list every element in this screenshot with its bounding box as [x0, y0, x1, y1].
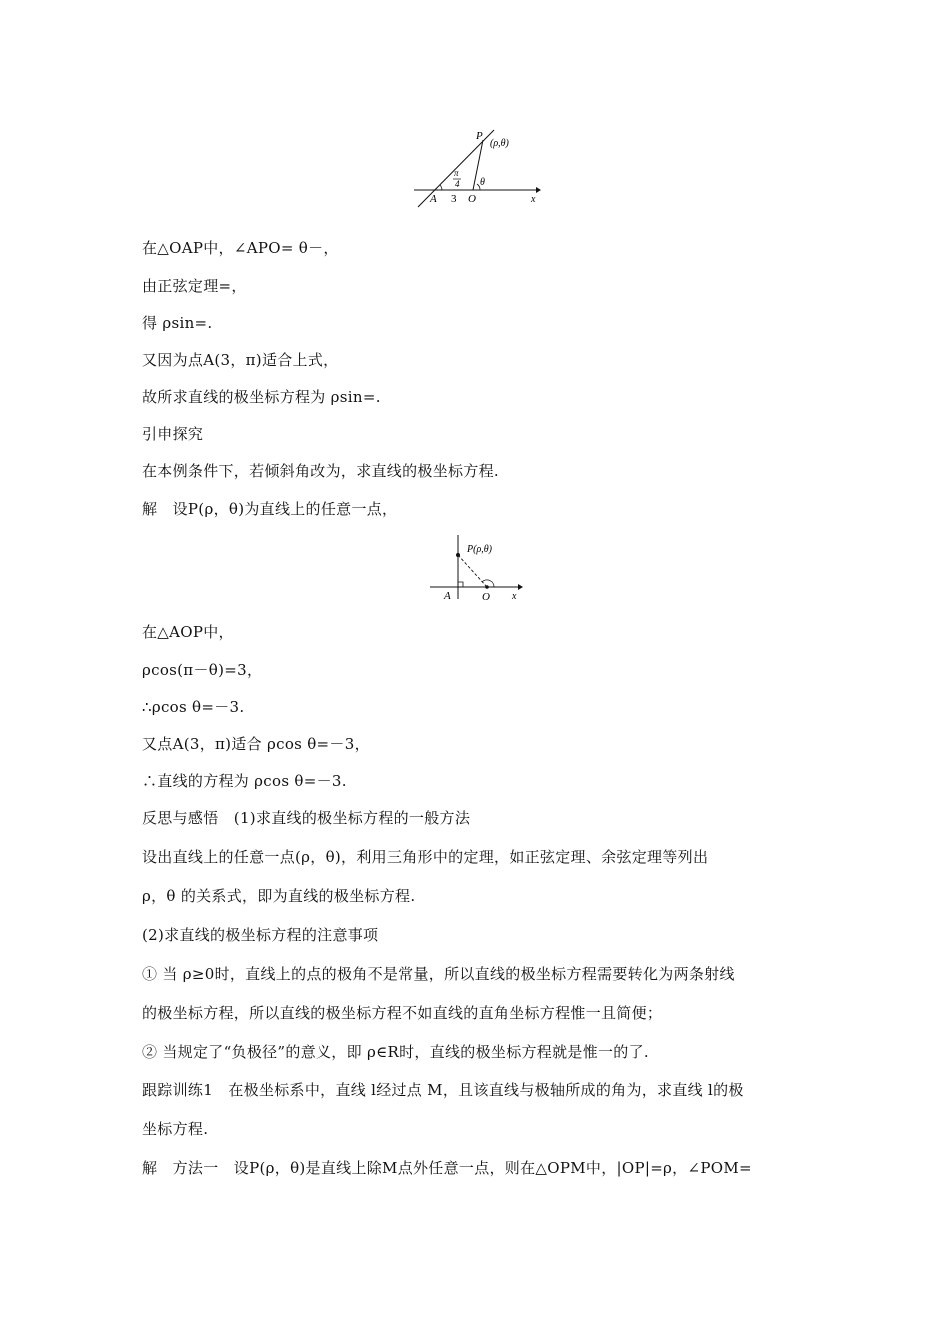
text-line-23: 解 方法一 设P(ρ，θ)是直线上除M点外任意一点，则在△OPM中，|OP|=ρ，∠POM= — [142, 1159, 752, 1177]
text-line-20: ② 当规定了“负极径”的意义，即 ρ∈R时，直线的极坐标方程就是惟一的了. — [142, 1043, 649, 1061]
label-pi: π — [454, 168, 459, 178]
label-o: O — [468, 193, 476, 205]
text-line-17: (2)求直线的极坐标方程的注意事项 — [142, 926, 379, 944]
label-rho-theta: (ρ,θ) — [490, 138, 509, 149]
text-line-4: 又因为点A(3，π)适合上式， — [142, 351, 339, 369]
text-line-18: ① 当 ρ≥0时，直线上的点的极角不是常量，所以直线的极坐标方程需要转化为两条射线 — [142, 965, 735, 983]
label-p: P — [476, 130, 483, 142]
label-o: O — [482, 591, 490, 603]
label-four: 4 — [455, 179, 460, 189]
section-heading-extension: 引申探究 — [142, 425, 204, 443]
figure-triangle-aop — [428, 531, 528, 603]
text-line-12: 又点A(3，π)适合 ρcos θ=－3， — [142, 735, 370, 753]
text-line-21: 跟踪训练1 在极坐标系中，直线 l经过点 M，且该直线与极轴所成的角为，求直线 l的极 — [142, 1081, 744, 1099]
label-a: A — [430, 193, 437, 205]
text-line-10: ρcos(π－θ)=3， — [142, 661, 263, 679]
text-line-19: 的极坐标方程，所以直线的极坐标方程不如直线的直角坐标方程惟一且简便； — [142, 1004, 663, 1022]
text-line-7: 在本例条件下，若倾斜角改为，求直线的极坐标方程. — [142, 462, 499, 480]
text-line-16: ρ，θ 的关系式，即为直线的极坐标方程. — [142, 887, 416, 905]
text-line-3: 得 ρsin=. — [142, 314, 213, 332]
label-p-rho-theta: P(ρ,θ) — [467, 544, 492, 555]
text-line-22: 坐标方程. — [142, 1120, 209, 1138]
label-three: 3 — [451, 193, 457, 205]
text-line-13: ∴直线的方程为 ρcos θ=－3. — [142, 772, 347, 790]
text-line-2: 由正弦定理=， — [142, 277, 247, 295]
label-x: x — [512, 591, 517, 602]
text-line-11: ∴ρcos θ=－3. — [142, 698, 245, 716]
label-x: x — [531, 194, 536, 205]
text-line-15: 设出直线上的任意一点(ρ，θ)，利用三角形中的定理，如正弦定理、余弦定理等列出 — [142, 848, 709, 866]
text-line-1: 在△OAP中，∠APO= θ－， — [142, 239, 339, 257]
text-line-9: 在△AOP中， — [142, 623, 234, 641]
figure-triangle-oap — [410, 124, 545, 210]
text-line-5: 故所求直线的极坐标方程为 ρsin=. — [142, 388, 381, 406]
label-theta: θ — [480, 177, 485, 188]
text-line-14: 反思与感悟 (1)求直线的极坐标方程的一般方法 — [142, 809, 471, 827]
label-a: A — [444, 590, 451, 602]
text-line-8: 解 设P(ρ，θ)为直线上的任意一点， — [142, 500, 398, 518]
